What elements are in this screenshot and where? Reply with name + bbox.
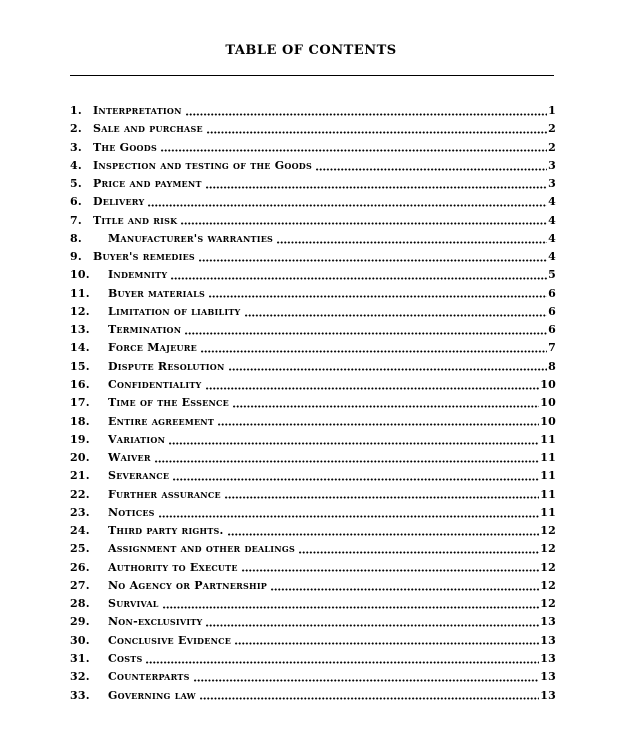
entry-label: Further assurance bbox=[108, 487, 221, 501]
entry-number: 31. bbox=[70, 651, 90, 665]
entry-page: 2 bbox=[548, 140, 556, 154]
entry-number: 13. bbox=[70, 323, 90, 337]
entry-label: Sale and purchase bbox=[93, 122, 203, 136]
dot-leader bbox=[155, 460, 539, 463]
entry-label: Price and payment bbox=[93, 177, 202, 191]
entry-number: 15. bbox=[70, 359, 90, 373]
toc-entry[interactable] bbox=[70, 157, 556, 175]
entry-page: 10 bbox=[540, 377, 556, 391]
entry-page: 12 bbox=[540, 578, 556, 592]
entry-number: 33. bbox=[70, 688, 90, 702]
entry-page: 6 bbox=[548, 304, 556, 318]
entry-number: 22. bbox=[70, 487, 90, 501]
entry-page: 4 bbox=[548, 231, 556, 245]
dot-leader bbox=[233, 405, 539, 408]
entry-number: 26. bbox=[70, 560, 90, 574]
entry-label: The Goods bbox=[93, 140, 157, 154]
entry-label: Survival bbox=[108, 597, 159, 611]
entry-page: 6 bbox=[548, 323, 556, 337]
entry-page: 1 bbox=[548, 104, 556, 117]
toc-entry[interactable] bbox=[70, 102, 556, 120]
dot-leader bbox=[146, 661, 539, 664]
toc-entry[interactable] bbox=[70, 212, 556, 230]
entry-number: 17. bbox=[70, 396, 90, 410]
toc-entry[interactable] bbox=[70, 449, 556, 467]
entry-label: Severance bbox=[108, 469, 170, 483]
entry-label: Inspection and testing of the Goods bbox=[93, 158, 313, 172]
toc-entry[interactable] bbox=[70, 303, 556, 321]
entry-label: Variation bbox=[108, 432, 166, 446]
entry-page: 4 bbox=[548, 195, 556, 209]
entry-label: Limitation of liability bbox=[108, 304, 241, 318]
dot-leader bbox=[173, 478, 539, 481]
toc-entry[interactable] bbox=[70, 632, 556, 650]
toc-entry[interactable] bbox=[70, 120, 556, 138]
entry-number: 29. bbox=[70, 615, 90, 629]
entry-page: 4 bbox=[548, 213, 556, 227]
entry-page: 13 bbox=[540, 615, 556, 629]
entry-label: Manufacturer's warranties bbox=[108, 231, 274, 245]
dot-leader bbox=[181, 222, 547, 225]
entry-page: 13 bbox=[540, 651, 556, 665]
dot-leader bbox=[171, 277, 547, 280]
dot-leader bbox=[199, 259, 547, 262]
entry-label: Dispute Resolution bbox=[108, 359, 225, 373]
entry-page: 11 bbox=[540, 451, 556, 465]
entry-number: 28. bbox=[70, 597, 90, 611]
entry-number: 14. bbox=[70, 341, 90, 355]
toc-entry[interactable] bbox=[70, 431, 556, 449]
dot-leader bbox=[194, 679, 540, 682]
entry-page: 5 bbox=[548, 268, 556, 282]
toc-entry[interactable] bbox=[70, 285, 556, 303]
dot-leader bbox=[200, 697, 539, 700]
dot-leader bbox=[316, 168, 547, 171]
entry-label: Delivery bbox=[93, 195, 145, 209]
entry-label: No Agency or Partnership bbox=[108, 578, 268, 592]
entry-page: 12 bbox=[540, 542, 556, 556]
entry-number: 23. bbox=[70, 505, 90, 519]
dot-leader bbox=[161, 149, 547, 152]
entry-page: 12 bbox=[540, 560, 556, 574]
entry-number: 10. bbox=[70, 268, 90, 282]
entry-number: 9. bbox=[70, 250, 82, 264]
entry-label: Non-exclusivity bbox=[108, 615, 203, 629]
toc-entry[interactable] bbox=[70, 394, 556, 412]
toc-entry[interactable] bbox=[70, 358, 556, 376]
toc-entry[interactable] bbox=[70, 613, 556, 631]
dot-leader bbox=[159, 515, 539, 518]
toc-entry[interactable] bbox=[70, 376, 556, 394]
entry-number: 21. bbox=[70, 469, 90, 483]
entry-label: Force Majeure bbox=[108, 341, 197, 355]
toc-entry[interactable] bbox=[70, 175, 556, 193]
entry-label: Confidentiality bbox=[108, 377, 202, 391]
dot-leader bbox=[218, 423, 539, 426]
dot-leader bbox=[186, 113, 547, 116]
entry-label: Termination bbox=[108, 323, 182, 337]
toc-entry[interactable] bbox=[70, 486, 556, 504]
title-divider bbox=[70, 75, 554, 76]
entry-number: 16. bbox=[70, 377, 90, 391]
dot-leader bbox=[228, 533, 540, 536]
page-title: TABLE OF CONTENTS bbox=[225, 43, 397, 58]
dot-leader bbox=[242, 569, 539, 572]
toc-entry[interactable] bbox=[70, 193, 556, 211]
dot-leader bbox=[229, 368, 548, 371]
entry-label: Entire agreement bbox=[108, 414, 215, 428]
toc-entry[interactable] bbox=[70, 650, 556, 668]
entry-label: Buyer materials bbox=[108, 286, 205, 300]
entry-page: 2 bbox=[548, 122, 556, 136]
toc-entry[interactable] bbox=[70, 522, 556, 540]
entry-page: 4 bbox=[548, 250, 556, 264]
entry-label: Waiver bbox=[108, 451, 151, 465]
entry-number: 5. bbox=[70, 177, 82, 191]
entry-label: Counterparts bbox=[108, 670, 190, 684]
toc-entry[interactable] bbox=[70, 139, 556, 157]
entry-label: Authority to Execute bbox=[108, 560, 238, 574]
dot-leader bbox=[206, 624, 539, 627]
entry-number: 24. bbox=[70, 524, 90, 538]
entry-page: 6 bbox=[548, 286, 556, 300]
entry-page: 11 bbox=[540, 487, 556, 501]
dot-leader bbox=[225, 496, 539, 499]
toc-entry[interactable] bbox=[70, 687, 556, 705]
dot-leader bbox=[207, 131, 547, 134]
entry-label: Notices bbox=[108, 505, 155, 519]
entry-label: Costs bbox=[108, 651, 143, 665]
toc-entry[interactable] bbox=[70, 540, 556, 558]
dot-leader bbox=[235, 642, 539, 645]
dot-leader bbox=[148, 204, 547, 207]
dot-leader bbox=[185, 332, 547, 335]
entry-number: 8. bbox=[70, 231, 82, 245]
entry-page: 7 bbox=[548, 341, 556, 355]
toc-list bbox=[70, 102, 556, 705]
toc-entry[interactable] bbox=[70, 467, 556, 485]
toc-entry[interactable] bbox=[70, 230, 556, 248]
entry-page: 11 bbox=[540, 432, 556, 446]
dot-leader bbox=[163, 606, 540, 609]
toc-entry[interactable] bbox=[70, 668, 556, 686]
entry-label: Time of the Essence bbox=[108, 396, 230, 410]
entry-number: 25. bbox=[70, 542, 90, 556]
toc-entry[interactable] bbox=[70, 577, 556, 595]
dot-leader bbox=[299, 551, 539, 554]
dot-leader bbox=[271, 588, 539, 591]
entry-label: Conclusive Evidence bbox=[108, 633, 232, 647]
entry-page: 12 bbox=[540, 524, 556, 538]
entry-number: 30. bbox=[70, 633, 90, 647]
entry-page: 13 bbox=[540, 670, 556, 684]
dot-leader bbox=[277, 241, 547, 244]
entry-page: 3 bbox=[548, 177, 556, 191]
entry-number: 12. bbox=[70, 304, 90, 318]
toc-entry[interactable] bbox=[70, 595, 556, 613]
entry-page: 13 bbox=[540, 688, 556, 702]
entry-label: Title and risk bbox=[93, 213, 178, 227]
dot-leader bbox=[209, 295, 547, 298]
entry-label: Assignment and other dealings bbox=[108, 542, 295, 556]
entry-number: 11. bbox=[70, 286, 90, 300]
entry-number: 18. bbox=[70, 414, 90, 428]
entry-label: Interpretation bbox=[93, 104, 182, 117]
toc-entry[interactable] bbox=[70, 339, 556, 357]
entry-number: 3. bbox=[70, 140, 82, 154]
entry-page: 8 bbox=[548, 359, 556, 373]
entry-page: 10 bbox=[540, 414, 556, 428]
toc-entry[interactable] bbox=[70, 248, 556, 266]
entry-number: 27. bbox=[70, 578, 90, 592]
entry-number: 6. bbox=[70, 195, 82, 209]
dot-leader bbox=[206, 387, 540, 390]
entry-page: 3 bbox=[548, 158, 556, 172]
entry-page: 11 bbox=[540, 505, 556, 519]
entry-number: 20. bbox=[70, 451, 90, 465]
entry-label: Governing law bbox=[108, 688, 196, 702]
entry-number: 19. bbox=[70, 432, 90, 446]
entry-number: 32. bbox=[70, 670, 90, 684]
dot-leader bbox=[201, 350, 547, 353]
toc-entry[interactable] bbox=[70, 266, 556, 284]
dot-leader bbox=[245, 314, 548, 317]
entry-label: Third party rights. bbox=[108, 524, 224, 538]
entry-label: Indemnity bbox=[108, 268, 168, 282]
entry-label: Buyer's remedies bbox=[93, 250, 195, 264]
entry-number: 2. bbox=[70, 122, 82, 136]
entry-page: 11 bbox=[540, 469, 556, 483]
entry-number: 7. bbox=[70, 213, 82, 227]
entry-page: 13 bbox=[540, 633, 556, 647]
entry-number: 1. bbox=[70, 104, 82, 117]
entry-page: 12 bbox=[540, 597, 556, 611]
toc-entry[interactable] bbox=[70, 413, 556, 431]
toc-entry[interactable] bbox=[70, 321, 556, 339]
dot-leader bbox=[206, 186, 547, 189]
entry-page: 10 bbox=[540, 396, 556, 410]
dot-leader bbox=[169, 442, 539, 445]
entry-number: 4. bbox=[70, 158, 82, 172]
toc-entry[interactable] bbox=[70, 504, 556, 522]
toc-entry[interactable] bbox=[70, 559, 556, 577]
